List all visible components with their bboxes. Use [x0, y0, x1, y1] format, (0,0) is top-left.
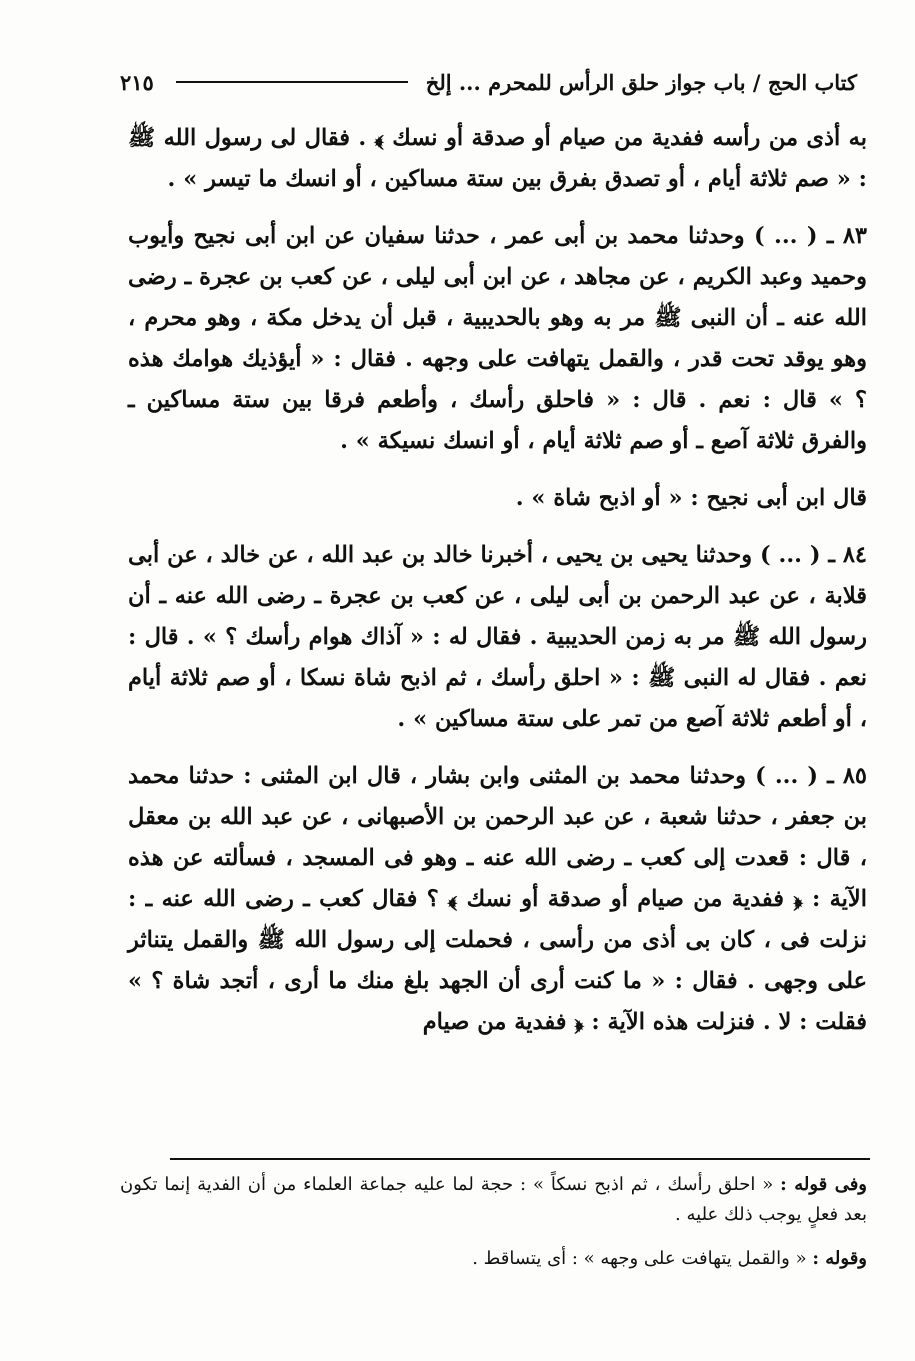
footnote-rule [170, 1158, 870, 1160]
footnote-2-lead: وقوله : [812, 1248, 867, 1269]
paragraph-continuation: به أذى من رأسه ففدية من صيام أو صدقة أو نسك ﴾ . فقال لى رسول الله ﷺ : « صم ثلاثة أيام ، أو تصدق بفرق بين ستة مساكين ، أو انسك ما تيسر » . [128, 125, 867, 192]
hadith-83: ٨٣ ـ ( ... ) وحدثنا محمد بن أبى عمر ، حدثنا سفيان عن ابن أبى نجيح وأيوب وحميد وعبد الكريم ، عن مجاهد ، عن ابن أبى ليلى ، عن كعب بن عجرة ـ رضى الله عنه ـ أن النبى ﷺ مر به وهو بالحديبية ، قبل أن يدخل مكة ، وهو محرم ، وهو يوقد تحت قدر ، والقمل يتهافت على وجهه . فقال : « أيؤذيك هوامك هذه ؟ » قال : نعم . قال : « فاحلق رأسك ، وأطعم فرقا بين ستة مساكين ـ والفرق ثلاثة آصع ـ أو صم ثلاثة أيام ، أو انسك نسيكة » . [128, 223, 867, 454]
running-header [120, 62, 857, 102]
footnote-2-text: « والقمل يتهافت على وجهه » : أى يتساقط . [472, 1248, 807, 1269]
header-rule [176, 81, 408, 83]
chapter-title: كتاب الحج / باب جواز حلق الرأس للمحرم ... إلخ [425, 69, 857, 95]
footnotes [120, 1170, 867, 1288]
footnote-1-lead: وفى قوله : [780, 1174, 867, 1195]
page-number: ٢١٥ [120, 69, 154, 95]
hadith-83-addendum: قال ابن أبى نجيح : « أو اذبح شاة » . [515, 485, 867, 511]
footnote-1 [120, 1170, 867, 1230]
hadith-84: ٨٤ ـ ( ... ) وحدثنا يحيى بن يحيى ، أخبرنا خالد بن عبد الله ، عن خالد ، عن أبى قلابة ، عن عبد الرحمن بن أبى ليلى ، عن كعب بن عجرة ـ رضى الله عنه ـ أن رسول الله ﷺ مر به زمن الحديبية . فقال له : « آذاك هوام رأسك ؟ » . قال : نعم . فقال له النبى ﷺ : « احلق رأسك ، ثم اذبح شاة نسكا ، أو صم ثلاثة أيام ، أو أطعم ثلاثة آصع من تمر على ستة مساكين » . [128, 542, 867, 732]
hadith-85: ٨٥ ـ ( ... ) وحدثنا محمد بن المثنى وابن بشار ، قال ابن المثنى : حدثنا محمد بن جعفر ، حدثنا شعبة ، عن عبد الرحمن بن الأصبهانى ، عن عبد الله بن معقل ، قال : قعدت إلى كعب ـ رضى الله عنه ـ وهو فى المسجد ، فسألته عن هذه الآية : ﴿ ففدية من صيام أو صدقة أو نسك ﴾ ؟ فقال كعب ـ رضى الله عنه ـ : نزلت فى ، كان بى أذى من رأسى ، فحملت إلى رسول الله ﷺ والقمل يتناثر على وجهى . فقال : « ما كنت أرى أن الجهد بلغ منك ما أرى ، أتجد شاة ؟ » فقلت : لا . فنزلت هذه الآية : ﴿ ففدية من صيام [128, 763, 867, 1035]
footnote-1-text: « احلق رأسك ، ثم اذبح نسكاً » : حجة لما عليه جماعة العلماء من أن الفدية إنما تكون بعد فعلٍ يوجب ذلك عليه . [120, 1174, 867, 1225]
footnote-2 [120, 1244, 867, 1274]
main-text [128, 118, 867, 1043]
